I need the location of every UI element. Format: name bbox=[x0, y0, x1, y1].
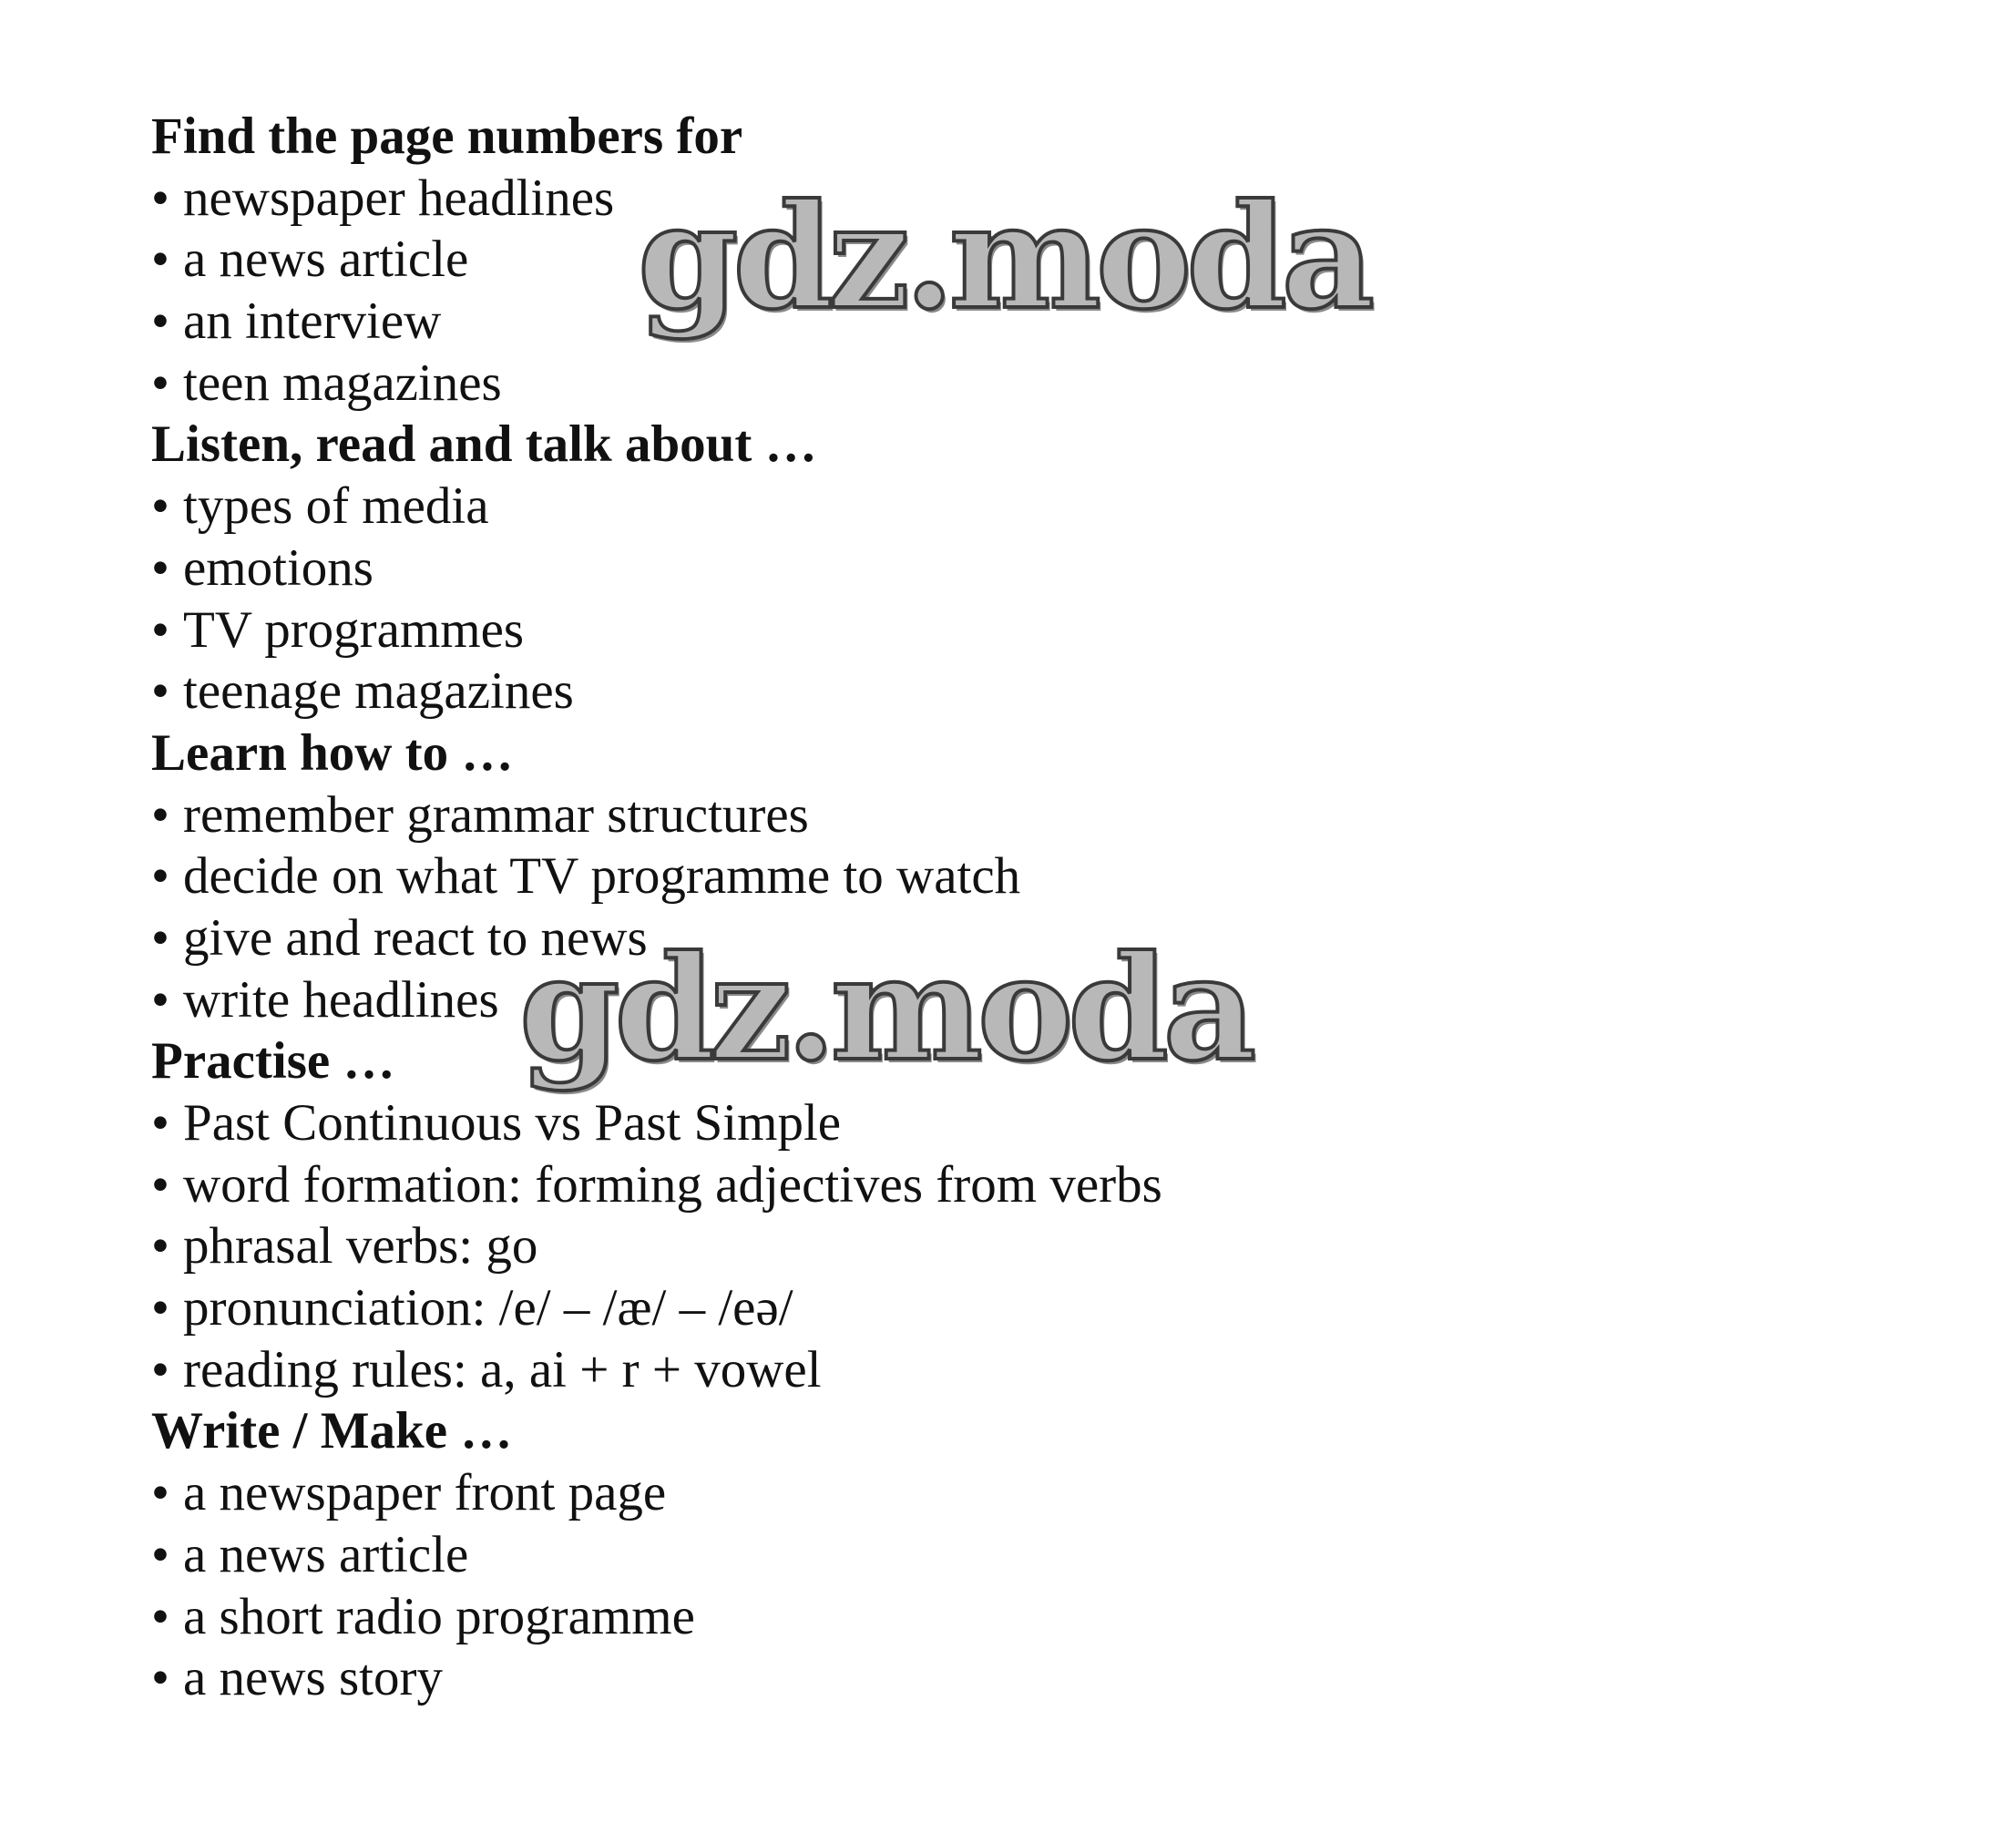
list-item bbox=[151, 969, 1518, 1031]
list-item bbox=[151, 661, 1518, 722]
section-heading: Learn how to … bbox=[151, 723, 514, 782]
bullet-icon: • bbox=[151, 600, 169, 659]
list-item-text: pronunciation: /e/ – /æ/ – /eə/ bbox=[183, 1279, 793, 1337]
list-item-text: remember grammar structures bbox=[183, 785, 809, 844]
watermark-logo: gdz.moda bbox=[638, 173, 1370, 342]
section-find-page-numbers bbox=[151, 106, 1518, 414]
bullet-icon: • bbox=[151, 1155, 169, 1214]
list-item bbox=[151, 1524, 1518, 1586]
list-item-text: word formation: forming adjectives from verbs bbox=[183, 1155, 1162, 1214]
list-item-text: teen magazines bbox=[183, 353, 502, 412]
list-item-text: a news article bbox=[183, 1525, 469, 1583]
bullet-icon: • bbox=[151, 230, 169, 289]
list-item bbox=[151, 784, 1518, 846]
list-item-text: a news story bbox=[183, 1649, 443, 1707]
list-item-text: a newspaper front page bbox=[183, 1464, 667, 1522]
list-item-text: types of media bbox=[183, 477, 489, 536]
list-item bbox=[151, 229, 1518, 291]
list-item bbox=[151, 845, 1518, 907]
list-item bbox=[151, 168, 1518, 230]
list-item bbox=[151, 476, 1518, 538]
list-item bbox=[151, 1339, 1518, 1401]
list-item-text: teenage magazines bbox=[183, 662, 574, 721]
list-item bbox=[151, 291, 1518, 353]
bullet-icon: • bbox=[151, 353, 169, 412]
document-body bbox=[151, 106, 1518, 1709]
bullet-icon: • bbox=[151, 292, 169, 351]
bullet-icon: • bbox=[151, 169, 169, 227]
list-item bbox=[151, 1586, 1518, 1648]
bullet-icon: • bbox=[151, 970, 169, 1029]
bullet-icon: • bbox=[151, 1094, 169, 1152]
list-item-text: give and react to news bbox=[183, 908, 648, 967]
bullet-icon: • bbox=[151, 1464, 169, 1522]
section-write-make bbox=[151, 1400, 1518, 1708]
bullet-icon: • bbox=[151, 1587, 169, 1645]
list-item bbox=[151, 1277, 1518, 1339]
bullet-icon: • bbox=[151, 477, 169, 536]
list-item bbox=[151, 1215, 1518, 1277]
list-item bbox=[151, 353, 1518, 415]
section-heading: Find the page numbers for bbox=[151, 108, 743, 165]
bullet-icon: • bbox=[151, 1279, 169, 1337]
list-item-text: phrasal verbs: go bbox=[183, 1217, 538, 1275]
bullet-icon: • bbox=[151, 1649, 169, 1707]
list-item bbox=[151, 538, 1518, 599]
list-item bbox=[151, 599, 1518, 661]
bullet-icon: • bbox=[151, 1217, 169, 1275]
watermark-logo: gdz.moda bbox=[519, 925, 1252, 1093]
bullet-icon: • bbox=[151, 538, 169, 597]
section-heading: Write / Make … bbox=[151, 1402, 513, 1460]
list-item bbox=[151, 1462, 1518, 1524]
list-item-text: write headlines bbox=[183, 970, 499, 1029]
section-heading: Practise … bbox=[151, 1032, 395, 1091]
list-item-text: an interview bbox=[183, 292, 442, 351]
list-item bbox=[151, 1154, 1518, 1216]
list-item bbox=[151, 907, 1518, 969]
list-item-text: emotions bbox=[183, 538, 374, 597]
bullet-icon: • bbox=[151, 785, 169, 844]
list-item-text: Past Continuous vs Past Simple bbox=[183, 1094, 842, 1152]
bullet-icon: • bbox=[151, 847, 169, 906]
list-item-text: a short radio programme bbox=[183, 1587, 695, 1645]
bullet-icon: • bbox=[151, 1525, 169, 1583]
list-item-text: newspaper headlines bbox=[183, 169, 615, 227]
section-practise bbox=[151, 1030, 1518, 1400]
section-learn-how-to bbox=[151, 722, 1518, 1030]
list-item-text: reading rules: a, ai + r + vowel bbox=[183, 1340, 822, 1398]
list-item-text: a news article bbox=[183, 230, 469, 289]
list-item bbox=[151, 1647, 1518, 1709]
list-item bbox=[151, 1092, 1518, 1154]
bullet-icon: • bbox=[151, 1340, 169, 1398]
section-heading: Listen, read and talk about … bbox=[151, 415, 817, 474]
bullet-icon: • bbox=[151, 908, 169, 967]
list-item-text: decide on what TV programme to watch bbox=[183, 847, 1021, 906]
list-item-text: TV programmes bbox=[183, 600, 525, 659]
bullet-icon: • bbox=[151, 662, 169, 721]
section-listen-read-talk bbox=[151, 414, 1518, 722]
